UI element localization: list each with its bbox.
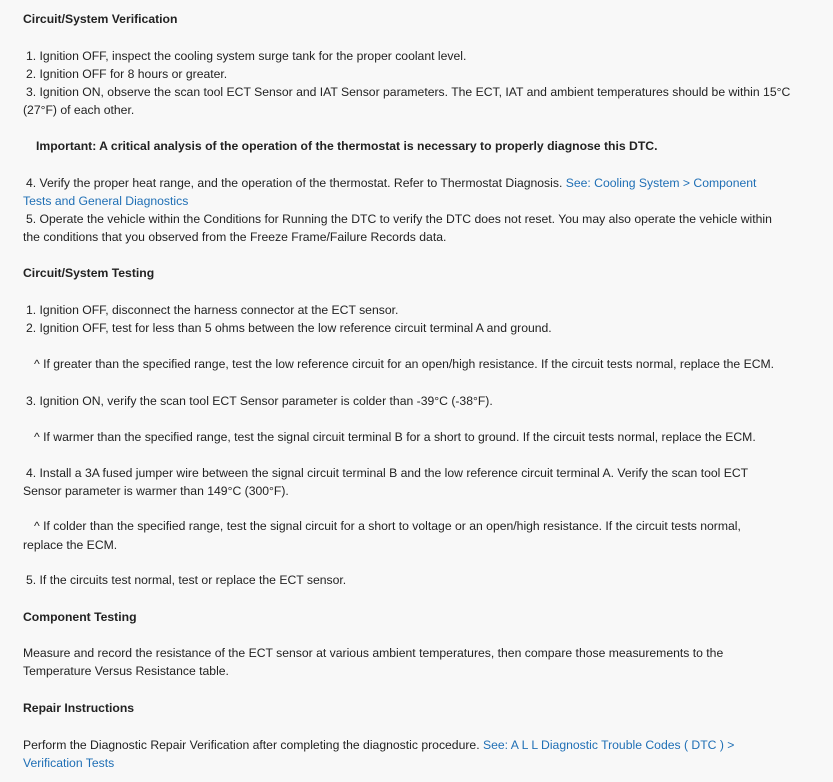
testing-step-2-sub: ^ If greater than the specified range, test the low reference circuit for an open/high resistance. If the circuit tests normal, replace the ECM.: [34, 357, 775, 371]
cooling-system-link[interactable]: See: Cooling System > Component: [565, 176, 757, 190]
verification-step-1: 1. Ignition OFF, inspect the cooling system surge tank for the proper coolant level.: [26, 49, 467, 63]
testing-step-4-cont: Sensor parameter is warmer than 149°C (300°F).: [23, 484, 289, 498]
verification-step-5: 5. Operate the vehicle within the Conditions for Running the DTC to verify the DTC does not reset. You may also operate the vehicle within: [26, 212, 772, 226]
component-text: Measure and record the resistance of the ECT sensor at various ambient temperatures, then compare those measurements to the: [23, 646, 724, 660]
verification-step-4-text: 4. Verify the proper heat range, and the operation of the thermostat. Refer to Thermostat Diagnosis.: [26, 176, 566, 190]
testing-step-4: 4. Install a 3A fused jumper wire between the signal circuit terminal B and the low reference circuit terminal A. Verify the scan tool ECT: [26, 466, 749, 480]
important-note: Important: A critical analysis of the operation of the thermostat is necessary to properly diagnose this DTC.: [36, 139, 658, 153]
verification-step-2: 2. Ignition OFF for 8 hours or greater.: [26, 67, 228, 81]
testing-step-3-sub: ^ If warmer than the specified range, test the signal circuit terminal B for a short to ground. If the circuit tests normal, replace the ECM.: [34, 430, 756, 444]
testing-step-4-sub: ^ If colder than the specified range, test the signal circuit for a short to voltage or an open/high resistance. If the circuit tests normal,: [34, 519, 741, 533]
component-text-cont: Temperature Versus Resistance table.: [23, 664, 229, 678]
repair-text: [23, 736, 734, 754]
component-heading: Component Testing: [23, 610, 137, 624]
dtc-verification-link[interactable]: See: A L L Diagnostic Trouble Codes ( DTC ) >: [482, 738, 735, 752]
repair-text-body: Perform the Diagnostic Repair Verification after completing the diagnostic procedure.: [23, 738, 483, 752]
dtc-verification-link-cont[interactable]: Verification Tests: [23, 756, 115, 770]
repair-heading: Repair Instructions: [23, 701, 135, 715]
testing-heading: Circuit/System Testing: [23, 266, 155, 280]
verification-step-3: 3. Ignition ON, observe the scan tool ECT Sensor and IAT Sensor parameters. The ECT, IAT and ambient temperatures should be within 15°C: [26, 85, 791, 99]
testing-step-3: 3. Ignition ON, verify the scan tool ECT Sensor parameter is colder than -39°C (-38°F).: [26, 394, 493, 408]
testing-step-5: 5. If the circuits test normal, test or replace the ECT sensor.: [26, 573, 347, 587]
verification-step-3-cont: (27°F) of each other.: [23, 103, 135, 117]
cooling-system-link-cont[interactable]: Tests and General Diagnostics: [23, 194, 189, 208]
verification-step-4: [26, 174, 756, 192]
testing-step-4-sub-cont: replace the ECM.: [23, 538, 118, 552]
verification-step-5-cont: the conditions that you observed from the Freeze Frame/Failure Records data.: [23, 230, 447, 244]
testing-step-1: 1. Ignition OFF, disconnect the harness connector at the ECT sensor.: [26, 303, 399, 317]
testing-step-2: 2. Ignition OFF, test for less than 5 ohms between the low reference circuit terminal A and ground.: [26, 321, 552, 335]
verification-heading: Circuit/System Verification: [23, 12, 178, 26]
